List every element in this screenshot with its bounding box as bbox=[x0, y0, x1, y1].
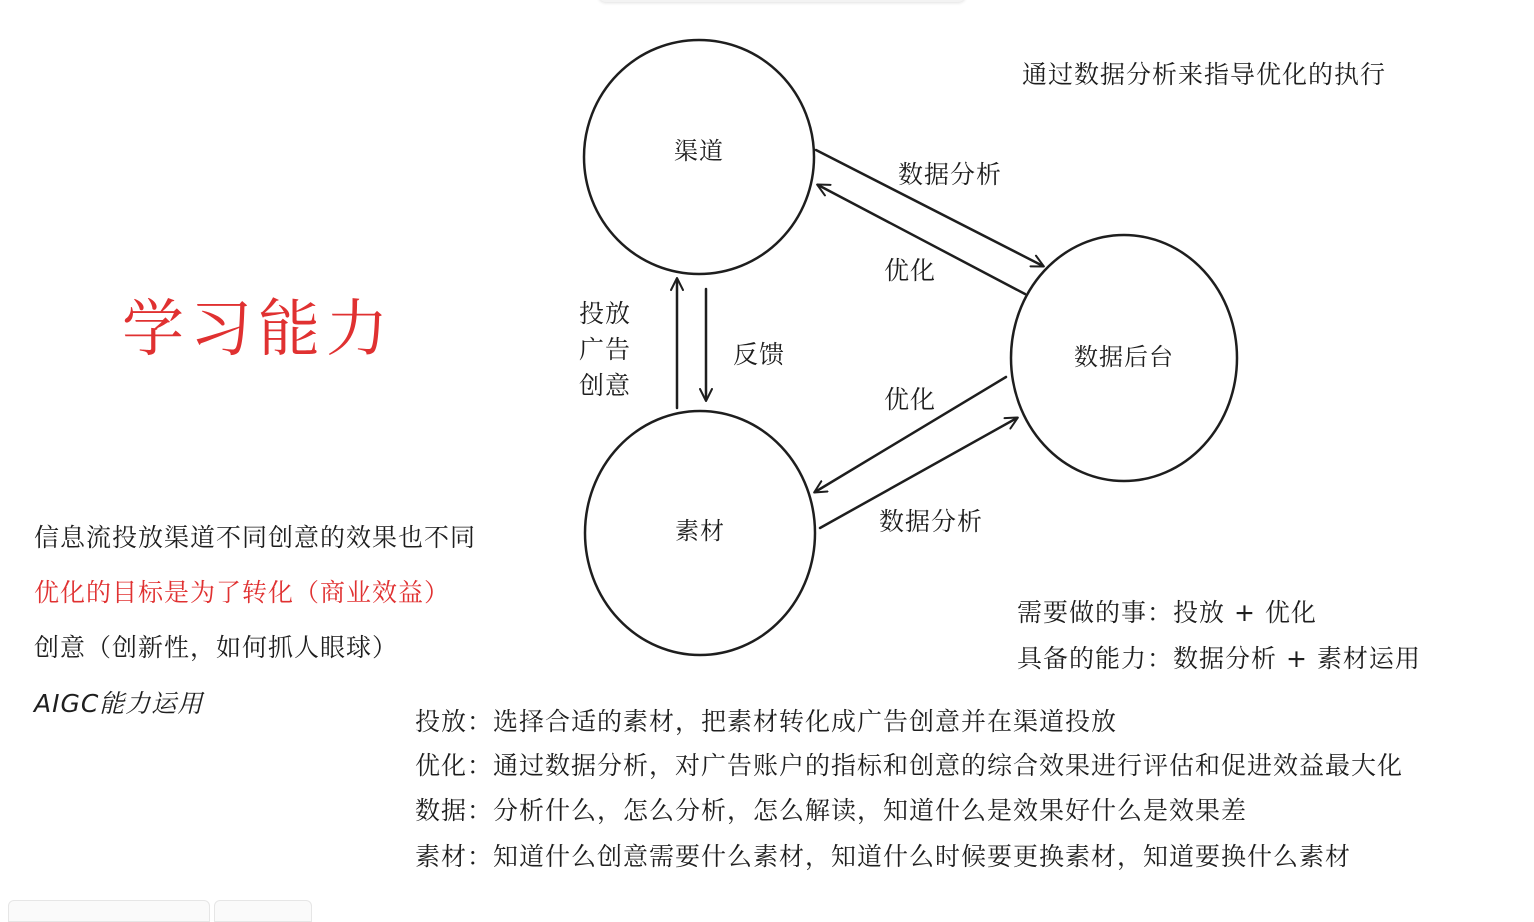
right-note: 具备的能力：数据分析 + 素材运用 bbox=[1017, 644, 1421, 673]
bottom-panel-tab[interactable] bbox=[8, 900, 210, 922]
edge-label-line: 创意 bbox=[579, 371, 632, 400]
node-backend-label: 数据后台 bbox=[1074, 343, 1174, 371]
edge-label-backend-to-material: 优化 bbox=[884, 385, 937, 414]
edge-label-material-to-backend: 数据分析 bbox=[879, 507, 984, 536]
edge-label-channel-to-backend: 数据分析 bbox=[898, 160, 1003, 189]
definition-line: 素材：知道什么创意需要什么素材，知道什么时候要更换素材，知道要换什么素材 bbox=[415, 842, 1352, 871]
edge-label-line: 广告 bbox=[579, 335, 632, 364]
bottom-panel-tab[interactable] bbox=[214, 900, 312, 922]
edge-label-material-to-channel bbox=[579, 296, 639, 404]
right-note: 需要做的事：投放 + 优化 bbox=[1017, 598, 1317, 627]
left-note: 信息流投放渠道不同创意的效果也不同 bbox=[34, 523, 477, 552]
page-title: 学习能力 bbox=[122, 292, 395, 365]
left-note: 创意（创新性，如何抓人眼球） bbox=[34, 633, 399, 662]
top-note: 通过数据分析来指导优化的执行 bbox=[1022, 60, 1387, 89]
definition-line: 优化：通过数据分析，对广告账户的指标和创意的综合效果进行评估和促进效益最大化 bbox=[415, 751, 1404, 780]
left-note-goal: 优化的目标是为了转化（商业效益） bbox=[34, 578, 451, 607]
edge-label-backend-to-channel: 优化 bbox=[884, 256, 937, 285]
left-note: AIGC能力运用 bbox=[34, 689, 204, 718]
node-material-label: 素材 bbox=[675, 517, 725, 545]
definition-line: 数据：分析什么，怎么分析，怎么解读，知道什么是效果好什么是效果差 bbox=[415, 796, 1248, 825]
edge-label-line: 投放 bbox=[579, 299, 632, 328]
edge-label-channel-to-material: 反馈 bbox=[733, 340, 786, 369]
definition-line: 投放：选择合适的素材，把素材转化成广告创意并在渠道投放 bbox=[415, 707, 1118, 736]
node-channel-label: 渠道 bbox=[674, 137, 724, 165]
